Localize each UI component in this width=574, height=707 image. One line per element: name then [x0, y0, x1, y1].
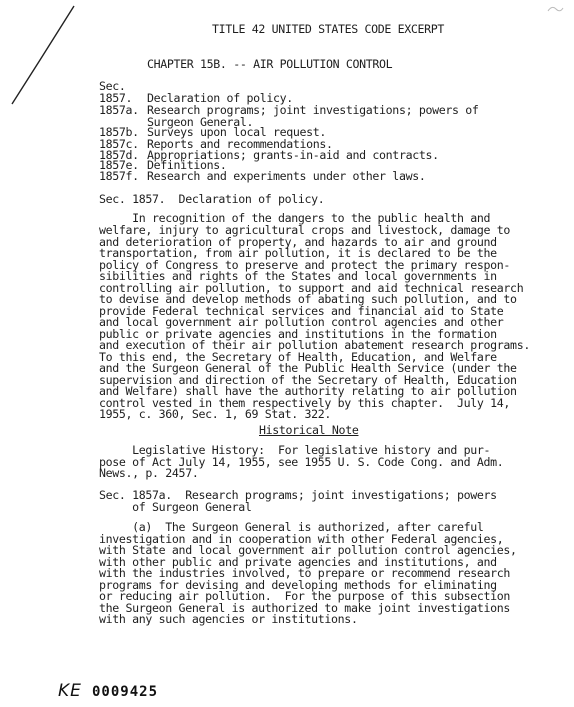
body-line: with any such agencies or institutions. [99, 612, 358, 626]
toc-item-num: 1857b. [99, 125, 139, 139]
toc-item-num: 1857a. [99, 103, 139, 117]
body-line: pose of Act July 14, 1955, see 1955 U. S. Code Cong. and Adm. [99, 455, 504, 469]
toc-item-num: 1857e. [99, 158, 139, 172]
toc-item-text: Appropriations; grants-in-aid and contracts. [147, 148, 439, 162]
toc-heading: Sec. [99, 79, 126, 93]
body-line: and Welfare) shall have the authority relating to air pollution [99, 384, 517, 398]
stamp-initials: KE [58, 681, 82, 701]
body-line: with other public and private agencies and institutions, and [99, 555, 497, 569]
body-line: control vested in them respectively by this chapter. July 14, [99, 396, 511, 410]
body-line: (a) The Surgeon General is authorized, after careful [99, 520, 484, 534]
body-line: News., p. 2457. [99, 466, 199, 480]
heading-line: Sec. 1857a. Research programs; joint investigations; powers [99, 488, 497, 502]
body-line: investigation and in cooperation with other Federal agencies, [99, 532, 504, 546]
section-1857-heading: Sec. 1857. Declaration of policy. [99, 192, 325, 206]
body-line: controlling air pollution, to support and aid technical research [99, 281, 524, 295]
toc-item-text: Research programs; joint investigations; powers of [147, 103, 479, 117]
toc-item-text: Declaration of policy. [147, 91, 293, 105]
body-line: public or private agencies and institutions in the formation [99, 327, 497, 341]
body-line: with State and local government air pollution control agencies, [99, 543, 517, 557]
toc-item-num: 1857c. [99, 137, 139, 151]
body-line: programs for devising and developing methods for eliminating [99, 578, 497, 592]
stamp-number: 0009425 [92, 684, 159, 700]
body-line: policy of Congress to preserve and protect the primary respon- [99, 258, 511, 272]
body-line: and local government air pollution control agencies and other [99, 315, 504, 329]
body-line: and execution of their air pollution abatement research programs. [99, 338, 530, 352]
body-line: and deterioration of property, and hazards to air and ground [99, 235, 497, 249]
body-line: To this end, the Secretary of Health, Education, and Welfare [99, 350, 497, 364]
toc-item-text: Definitions. [147, 158, 227, 172]
toc-item-text: Reports and recommendations. [147, 137, 333, 151]
heading-line: of Surgeon General [99, 500, 252, 514]
body-line: supervision and direction of the Secretary of Health, Education [99, 373, 517, 387]
margin-pen-mark [0, 0, 80, 120]
toc-item-num: 1857d. [99, 148, 139, 162]
body-line: Legislative History: For legislative history and pur- [99, 443, 491, 457]
toc-item-num: 1857f. [99, 169, 139, 183]
body-line: to devise and develop methods of abating such pollution, and to [99, 292, 517, 306]
chapter-title: CHAPTER 15B. -- AIR POLLUTION CONTROL [147, 57, 393, 71]
toc-item-text: Research and experiments under other laws. [147, 169, 426, 183]
document-header: TITLE 42 UNITED STATES CODE EXCERPT [212, 22, 445, 36]
toc-item-text: Surveys upon local request. [147, 125, 327, 139]
body-line: transportation, from air pollution, it is declared to be the [99, 246, 497, 260]
body-line: In recognition of the dangers to the public health and [99, 211, 491, 225]
toc-item-text: Surgeon General. [147, 115, 254, 129]
toc-item-num: 1857. [99, 91, 133, 105]
body-line: the Surgeon General is authorized to make joint investigations [99, 601, 511, 615]
historical-note-heading: Historical Note [259, 423, 359, 437]
corner-smudge [546, 3, 564, 15]
body-line: and the Surgeon General of the Public Health Service (under the [99, 361, 517, 375]
body-line: sibilities and rights of the States and local governments in [99, 269, 497, 283]
body-line: with the industries involved, to prepare or recommend research [99, 566, 511, 580]
body-line: provide Federal technical services and financial aid to State [99, 304, 504, 318]
body-line: 1955, c. 360, Sec. 1, 69 Stat. 322. [99, 407, 332, 421]
body-line: or reducing air pollution. For the purpose of this subsection [99, 589, 511, 603]
body-line: welfare, injury to agricultural crops and livestock, damage to [99, 223, 511, 237]
